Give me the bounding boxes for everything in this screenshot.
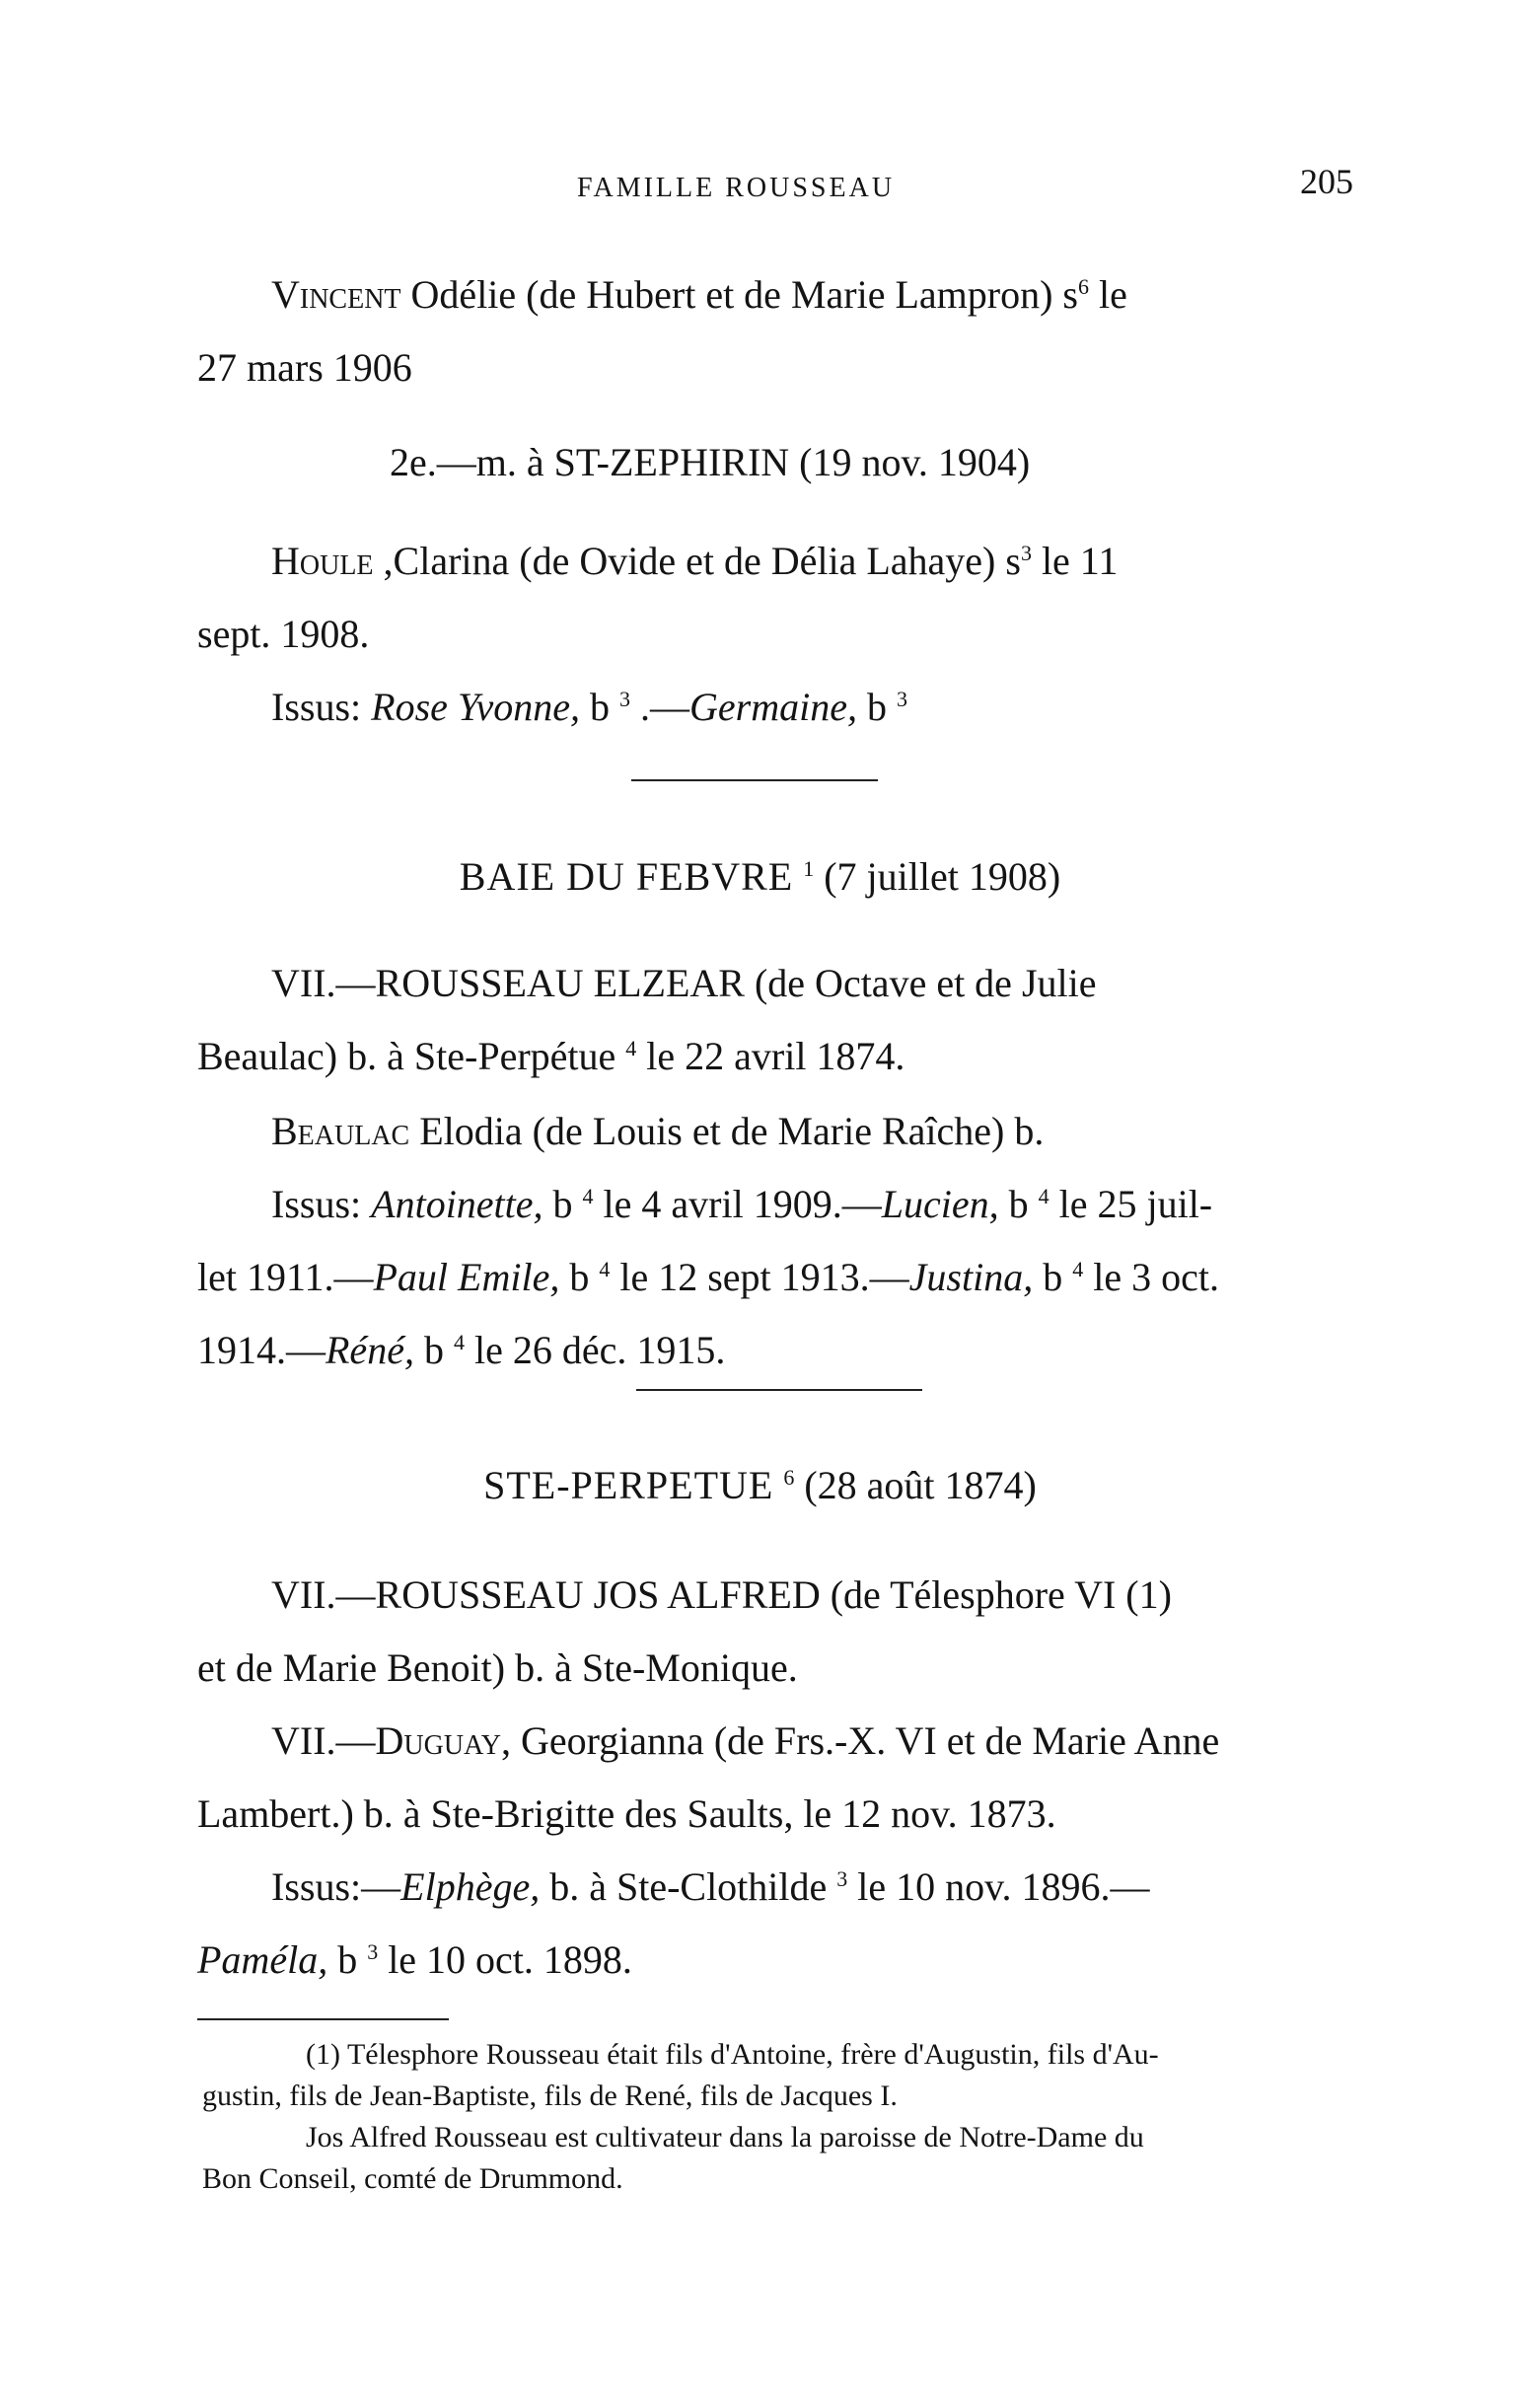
issus-elzear: Issus: Antoinette, b $^4$ le 4 avril 1909.—Lucien, b $^4$ le 25 juil- (271, 1182, 1213, 1226)
surname-vincent: Vincent (271, 272, 401, 317)
footnote-rule (197, 2018, 449, 2020)
entry-jos-alfred: VII.—ROUSSEAU JOS ALFRED (de Télesphore VI (1) (271, 1572, 1172, 1617)
footnote-line-1: (1) Télesphore Rousseau était fils d'Antoine, frère d'Augustin, fils d'Au- (306, 2038, 1159, 2071)
footnote (202, 2034, 1366, 2200)
marriage-heading: 2e.—m. à ST-ZEPHIRIN (19 nov. 1904) (390, 440, 1031, 484)
entry-vincent-line2: 27 mars 1906 (197, 345, 412, 390)
surname-duguay: Duguay (375, 1718, 501, 1763)
footnote-line-3: Jos Alfred Rousseau est cultivateur dans la paroisse de Notre-Dame du (306, 2121, 1144, 2153)
issus-houle: Issus: Rose Yvonne, b $^3$ .—Germaine, b $^3$ (271, 685, 907, 729)
section-divider (636, 1389, 922, 1391)
footnote-line-2: gustin, fils de Jean-Baptiste, fils de René, fils de Jacques I. (202, 2080, 898, 2112)
section-title-baie-du-febvre: BAIE DU FEBVRE $^1$ (7 juillet 1908) (459, 854, 1061, 899)
issus-jos-alfred-line2: Paméla, b $^3$ le 10 oct. 1898. (197, 1937, 632, 1982)
issus-elzear-line3: 1914.—Réné, b $^4$ le 26 déc. 1915. (197, 1328, 726, 1372)
surname-beaulac: Beaulac (271, 1109, 410, 1153)
entry-beaulac: Beaulac Elodia (de Louis et de Marie Raîche) b. (271, 1109, 1045, 1153)
section-divider (631, 779, 878, 781)
entry-elzear-line2: Beaulac) b. à Ste-Perpétue $^4$ le 22 avril 1874. (197, 1034, 905, 1078)
entry-houle-line2: sept. 1908. (197, 612, 370, 656)
surname-houle: Houle (271, 539, 374, 583)
issus-jos-alfred: Issus:—Elphège, b. à Ste-Clothilde $^3$ le 10 nov. 1896.— (271, 1864, 1150, 1909)
running-title: FAMILLE ROUSSEAU (577, 173, 896, 203)
entry-jos-alfred-line2: et de Marie Benoit) b. à Ste-Monique. (197, 1645, 798, 1690)
footnote-line-4: Bon Conseil, comté de Drummond. (202, 2162, 623, 2195)
entry-vincent: Vincent Odélie (de Hubert et de Marie Lampron) $s^6$ le (271, 272, 1127, 317)
entry-duguay: VII.—Duguay, Georgianna (de Frs.-X. VI et de Marie Anne (271, 1718, 1220, 1763)
section-title-ste-perpetue: STE-PERPETUE $^6$ (28 août 1874) (483, 1463, 1037, 1507)
page-number: 205 (1300, 162, 1353, 201)
entry-houle: Houle ,Clarina (de Ovide et de Délia Lahaye) $s^3$ le 11 (271, 539, 1119, 583)
entry-elzear: VII.—ROUSSEAU ELZEAR (de Octave et de Julie (271, 961, 1097, 1005)
entry-duguay-line2: Lambert.) b. à Ste-Brigitte des Saults, le 12 nov. 1873. (197, 1791, 1056, 1836)
issus-elzear-line2: let 1911.—Paul Emile, b $^4$ le 12 sept 1913.—Justina, b $^4$ le 3 oct. (197, 1255, 1219, 1299)
